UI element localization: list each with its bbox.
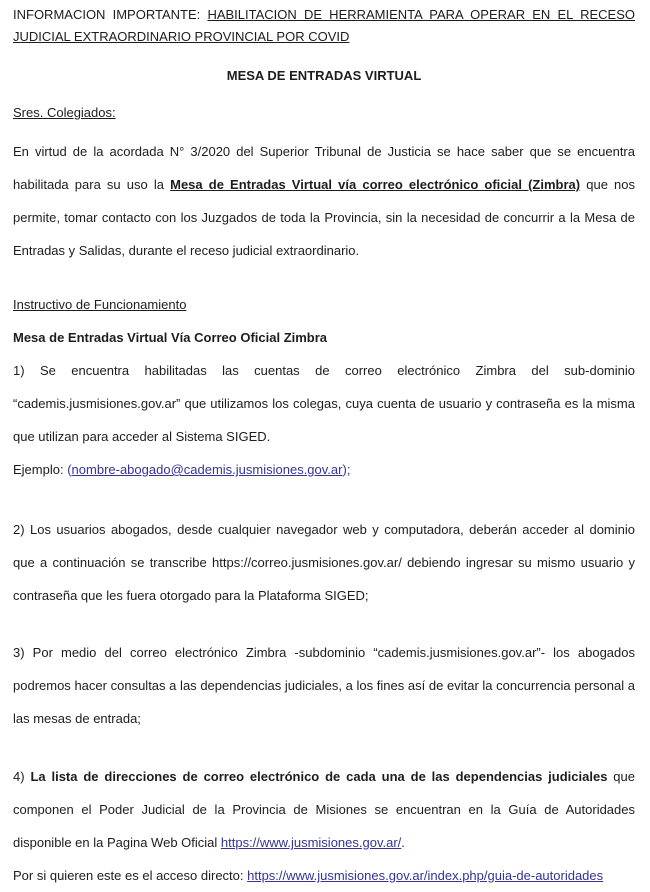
subsection-heading: Mesa de Entradas Virtual Vía Correo Oficial Zimbra	[13, 330, 328, 345]
list-item-4	[13, 760, 635, 859]
direct-access-link[interactable]: https://www.jusmisiones.gov.ar/index.php/guia-de-autoridades	[247, 868, 604, 883]
salutation: Sres. Colegiados:	[13, 105, 116, 120]
intro-paragraph	[13, 135, 635, 267]
section-heading: Instructivo de Funcionamiento	[13, 297, 187, 312]
example-close-paren: );	[342, 462, 351, 477]
intro-emphasis: Mesa de Entradas Virtual vía correo electrónico oficial (Zimbra)	[170, 177, 581, 192]
direct-access-label: Por si quieren este es el acceso directo:	[13, 868, 248, 883]
example-email-link[interactable]: nombre-abogado@cademis.jusmisiones.gov.ar	[71, 462, 343, 477]
example-line	[13, 453, 635, 486]
page-title: MESA DE ENTRADAS VIRTUAL	[226, 68, 422, 83]
header-underlined-text: HABILITACION DE HERRAMIENTA PARA OPERAR EN EL RECESO JUDICIAL EXTRAORDINARIO PROVINCIAL POR COVID	[13, 7, 635, 44]
example-open-paren: (	[67, 462, 72, 477]
document-header	[13, 4, 635, 48]
list-item-3: 3) Por medio del correo electrónico Zimbra -subdominio “cademis.jusmisiones.gov.ar”- los abogados podremos hacer consultas a las dependencias judiciales, a los fines así de evitar la concurrencia personal a las mesas de entrada;	[13, 645, 635, 726]
website-link[interactable]: https://www.jusmisiones.gov.ar/	[220, 835, 402, 850]
list-item-2: 2) Los usuarios abogados, desde cualquier navegador web y computadora, deberán acceder al dominio que a continuación se transcribe https://correo.jusmisiones.gov.ar/ debiendo ingresar su mismo usuario y contraseña que les fuera otorgado para la Plataforma SIGED;	[13, 522, 635, 603]
header-prefix: INFORMACION IMPORTANTE:	[13, 7, 208, 22]
intro-pre: En virtud de la acordada N° 3/2020 del Superior Tribunal de Justicia se hace saber que se encuentra habilitada para su uso la	[13, 144, 635, 192]
item4-mid-text: que componen el Poder Judicial de la Provincia de Misiones se encuentran en la Guía de Autoridades disponible en la Pagina Web Oficial	[13, 769, 635, 850]
item4-suffix: .	[401, 835, 405, 850]
item4-bold-text: La lista de direcciones de correo electrónico de cada una de las dependencias judiciales	[30, 769, 608, 784]
direct-access-line	[13, 859, 635, 892]
list-item-1: 1) Se encuentra habilitadas las cuentas de correo electrónico Zimbra del sub-dominio “cademis.jusmisiones.gov.ar” que utilizamos los colegas, cuya cuenta de usuario y contraseña es la misma que utilizan para acceder al Sistema SIGED.	[13, 363, 635, 444]
intro-post: que nos permite, tomar contacto con los Juzgados de toda la Provincia, sin la necesidad de concurrir a la Mesa de Entradas y Salidas, durante el receso judicial extraordinario.	[13, 177, 636, 258]
example-label: Ejemplo:	[13, 462, 68, 477]
item4-number: 4)	[13, 769, 31, 784]
